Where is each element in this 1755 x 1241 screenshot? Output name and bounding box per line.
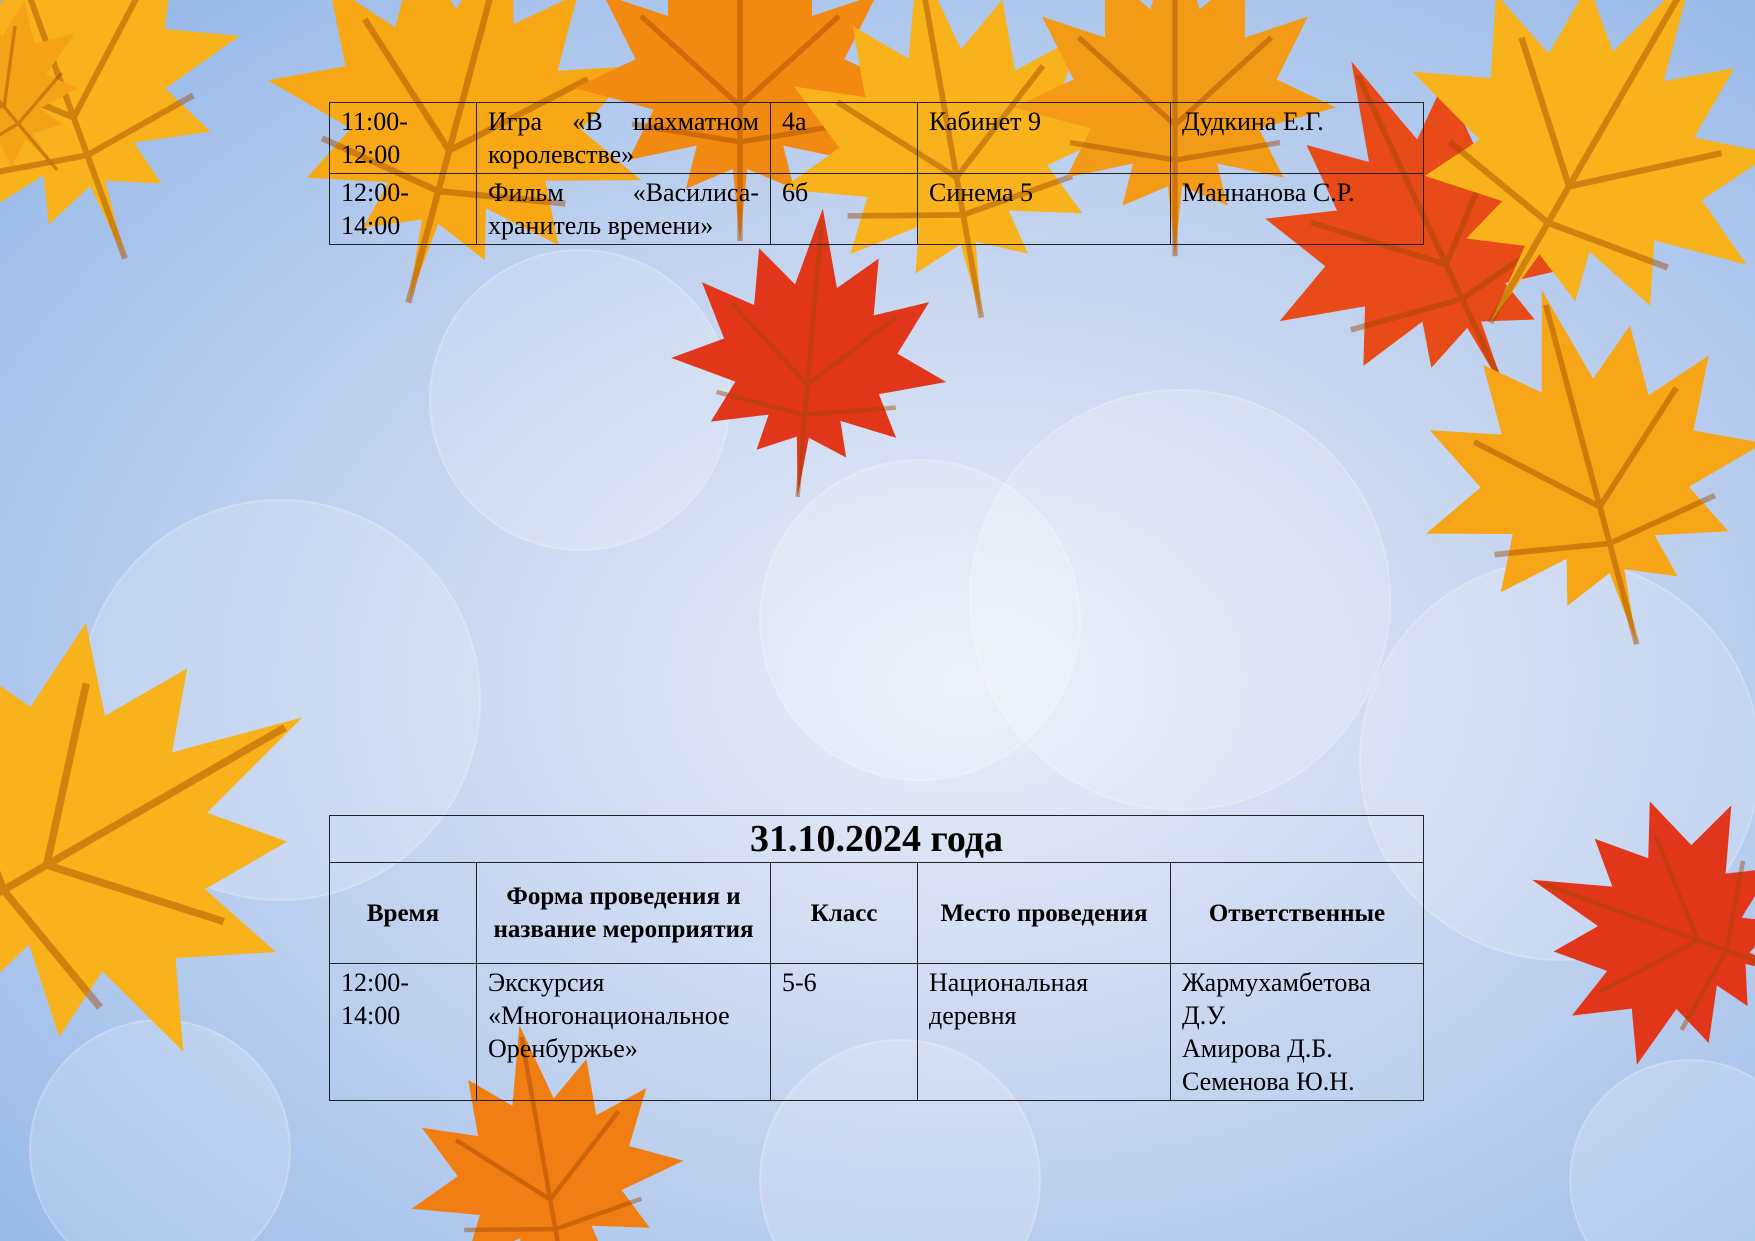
header-place: Место проведения [918, 863, 1171, 964]
schedule-table-top [329, 102, 1424, 245]
schedule-table-bottom [329, 815, 1424, 1101]
event-cell: Экскурсия «Многонациональное Оренбуржье» [477, 964, 771, 1101]
responsible-name: Амирова Д.Б. [1182, 1034, 1333, 1063]
event-cell: Игра «В шахматном королевстве» [477, 103, 771, 174]
responsible-cell: Маннанова С.Р. [1171, 174, 1424, 245]
place-cell: Национальная деревня [918, 964, 1171, 1101]
header-time: Время [330, 863, 477, 964]
header-event: Форма проведения и название мероприятия [477, 863, 771, 964]
time-cell: 11:00-12:00 [330, 103, 477, 174]
event-cell: Фильм «Василиса-хранитель времени» [477, 174, 771, 245]
time-cell: 12:00-14:00 [330, 964, 477, 1101]
place-cell: Кабинет 9 [918, 103, 1171, 174]
responsible-cell [1171, 964, 1424, 1101]
class-cell: 4а [771, 103, 918, 174]
class-cell: 5-6 [771, 964, 918, 1101]
header-responsible: Ответственные [1171, 863, 1424, 964]
date-row [330, 816, 1424, 863]
table-row [330, 103, 1424, 174]
date-heading: 31.10.2024 года [330, 816, 1424, 863]
place-cell: Синема 5 [918, 174, 1171, 245]
responsible-name: Жармухамбетова Д.У. [1182, 968, 1371, 1030]
header-class: Класс [771, 863, 918, 964]
responsible-name: Семенова Ю.Н. [1182, 1067, 1355, 1096]
responsible-cell: Дудкина Е.Г. [1171, 103, 1424, 174]
class-cell: 6б [771, 174, 918, 245]
table-row [330, 174, 1424, 245]
time-cell: 12:00-14:00 [330, 174, 477, 245]
table-row [330, 964, 1424, 1101]
header-row [330, 863, 1424, 964]
